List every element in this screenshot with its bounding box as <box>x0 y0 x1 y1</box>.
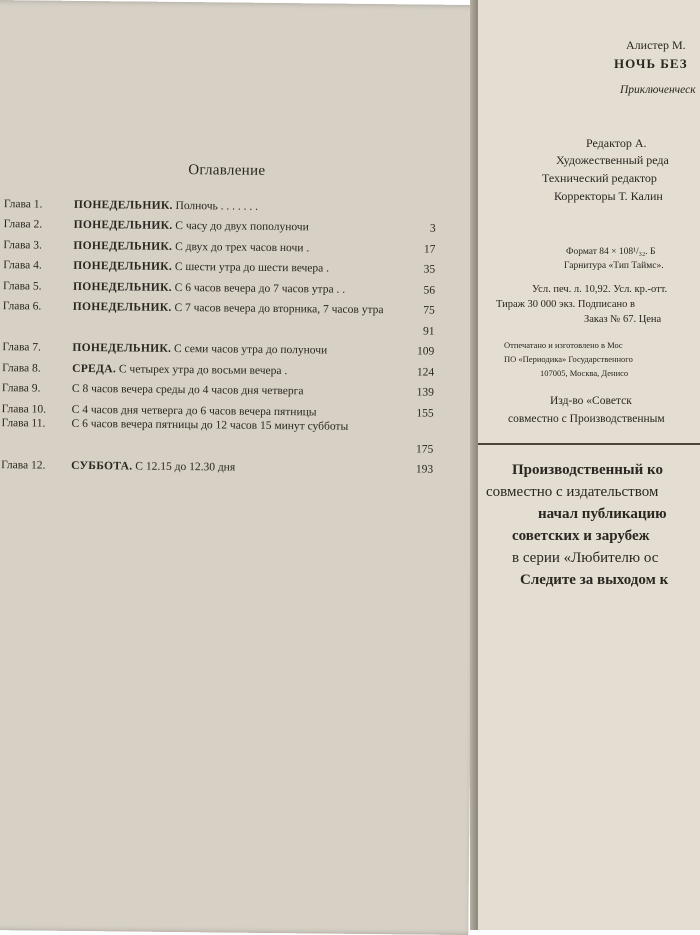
page-number: 139 <box>398 385 434 399</box>
chapter-number: Глава 5. <box>3 279 73 294</box>
chapter-title: ПОНЕДЕЛЬНИК. С 6 часов вечера до 7 часов утра . . <box>73 279 399 296</box>
page-number: 56 <box>399 283 435 297</box>
colophon-art-editor: Художественный реда <box>556 153 669 168</box>
colophon-genre: Приключенческ <box>620 84 696 96</box>
chapter-number: Глава 8. <box>2 361 72 376</box>
chapter-title: С 4 часов дня четверга до 6 часов вечера пятницы <box>72 402 398 419</box>
page-number: 175 <box>397 442 433 456</box>
colophon-publisher-2: совместно с Производственным <box>508 413 665 425</box>
ad-line-6: Следите за выходом к <box>520 572 668 589</box>
chapter-number: Глава 4. <box>3 258 73 273</box>
colophon-title: НОЧЬ БЕЗ <box>614 56 688 72</box>
chapter-title: С 8 часов вечера среды до 4 часов дня четверга <box>72 382 398 399</box>
chapter-number: Глава 11. <box>1 416 71 453</box>
page-number: 193 <box>397 462 433 476</box>
page-number: 35 <box>399 262 435 276</box>
chapter-number: Глава 9. <box>2 381 72 396</box>
page-number: 155 <box>398 406 434 420</box>
page-number: 75 <box>399 303 435 317</box>
colophon-run: Тираж 30 000 экз. Подписано в <box>496 299 635 310</box>
colophon-typeface: Гарнитура «Тип Таймс». <box>564 261 664 271</box>
colophon-order: Заказ № 67. Цена <box>584 314 661 325</box>
toc-title: Оглавление <box>188 162 265 180</box>
page-number: 124 <box>398 365 434 379</box>
table-of-contents <box>1 190 436 477</box>
chapter-number: Глава 2. <box>4 217 74 232</box>
page-number: 91 <box>398 324 434 338</box>
colophon-print-sheets: Усл. печ. л. 10,92. Усл. кр.-отт. <box>532 284 667 295</box>
chapter-number: Глава 12. <box>1 458 71 473</box>
chapter-number: Глава 7. <box>2 340 72 355</box>
ad-line-5: в серии «Любителю ос <box>512 550 658 567</box>
page-number: 109 <box>398 344 434 358</box>
chapter-title: СУББОТА. С 12.15 до 12.30 дня <box>71 459 397 476</box>
colophon-printed-line-3: 107005, Москва, Денисо <box>540 368 628 378</box>
ad-line-1: Производственный ко <box>512 462 663 479</box>
page-number: 3 <box>400 221 436 235</box>
colophon-publisher-1: Изд-во «Советск <box>550 395 632 407</box>
colophon-format: Формат 84 × 108¹/₃₂. Б <box>566 247 655 257</box>
chapter-title: ПОНЕДЕЛЬНИК. С двух до трех часов ночи . <box>73 238 399 255</box>
chapter-number: Глава 10. <box>2 402 72 417</box>
chapter-title: СРЕДА. С четырех утра до восьми вечера . <box>72 361 398 378</box>
chapter-number: Глава 1. <box>4 197 74 212</box>
ad-line-4: советских и зарубеж <box>512 528 650 545</box>
ad-line-2: совместно с издательством <box>486 484 658 501</box>
colophon-editor: Редактор А. <box>586 136 647 151</box>
chapter-title: ПОНЕДЕЛЬНИК. С часу до двух пополуночи <box>74 218 400 235</box>
chapter-title: С 6 часов вечера пятницы до 12 часов 15 минут субботы <box>71 416 397 455</box>
ad-line-3: начал публикацию <box>538 506 667 523</box>
colophon-tech-editor: Технический редактор <box>542 171 657 186</box>
chapter-title: ПОНЕДЕЛЬНИК. С семи часов утра до полуночи <box>72 341 398 358</box>
right-page <box>478 0 700 930</box>
chapter-title: ПОНЕДЕЛЬНИК. С шести утра до шести вечера . <box>73 259 399 276</box>
page-number: 17 <box>399 242 435 256</box>
colophon-printed-line-1: Отпечатано и изготовлено в Мос <box>504 340 623 350</box>
chapter-title: ПОНЕДЕЛЬНИК. Полночь . . . . . . . <box>74 197 400 214</box>
colophon-author: Алистер М. <box>626 38 686 53</box>
colophon-printed-line-2: ПО «Периодика» Государственного <box>504 354 633 364</box>
chapter-title: ПОНЕДЕЛЬНИК. С 7 часов вечера до вторника, 7 часов утра <box>73 300 399 317</box>
divider <box>478 443 700 445</box>
toc-entry <box>1 416 433 457</box>
chapter-number: Глава 3. <box>3 238 73 253</box>
colophon-correctors: Корректоры Т. Калин <box>554 189 663 204</box>
chapter-number: Глава 6. <box>3 299 73 314</box>
